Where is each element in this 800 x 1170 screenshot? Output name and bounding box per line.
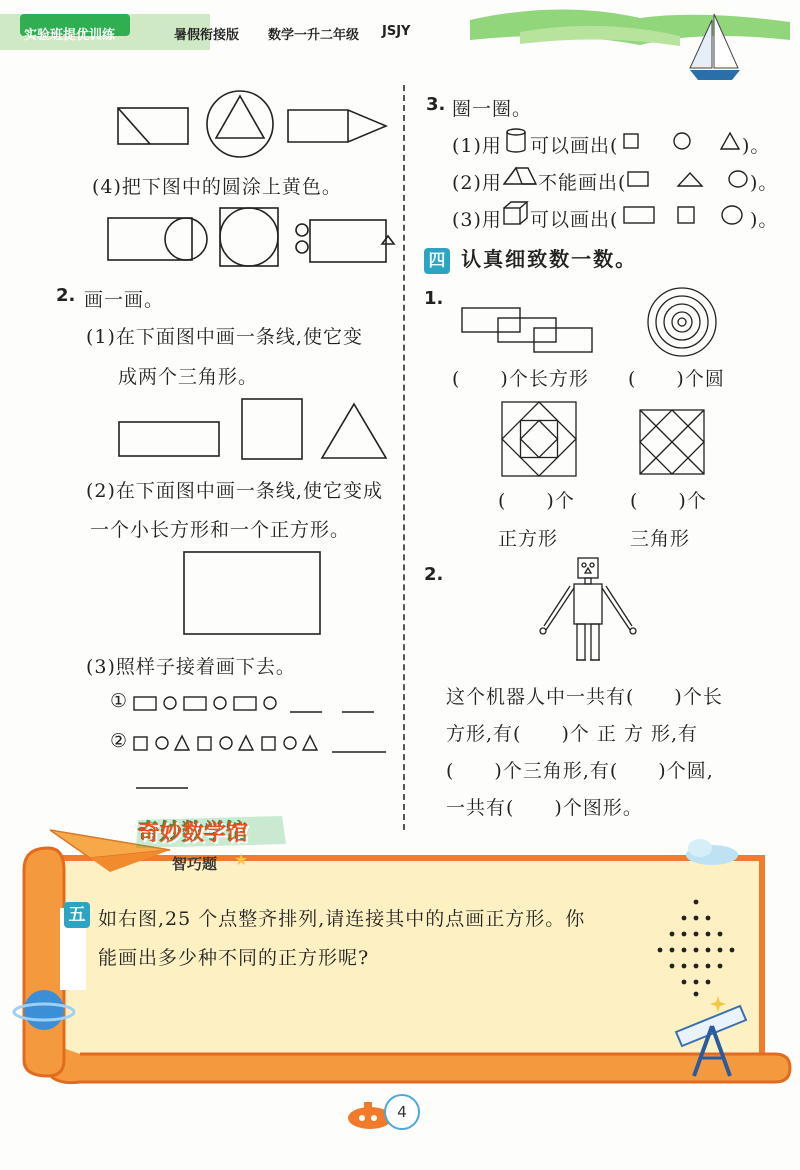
q3-1-mid: 可以画出( [530,135,619,157]
q2-3-text: (3)照样子接着画下去。 [86,656,296,678]
q3-number: 3. [426,94,446,115]
shapes-row-color [104,206,404,270]
q3-2-suffix: )。 [750,172,779,194]
q2-label: 画一画。 [84,289,165,311]
dot-grid-figure [646,896,746,996]
circle-shape [207,91,273,157]
sequence-1 [132,692,382,716]
section4-header [424,243,637,274]
bonus-banner-subtitle: 智巧题 [172,855,218,873]
shapes-row-top [110,90,400,160]
q3-3-options[interactable] [622,204,748,226]
seq1-marker: ① [110,690,129,712]
page-number: 4 [384,1094,420,1130]
rect-shape [118,108,188,144]
bonus-banner-title: 奇妙数学馆 [138,821,249,846]
q2-number: 2. [56,285,76,306]
seq2-marker: ② [110,730,129,752]
q2-1-line2: 成两个三角形。 [118,366,259,388]
bonus-line2: 能画出多少种不同的正方形呢? [98,947,370,969]
q2-1-shapes [116,396,396,466]
robot-body [574,584,602,624]
cylinder-icon [504,128,528,154]
q3-label: 圈一圈。 [452,98,533,120]
q3-2-options[interactable] [626,170,756,190]
count1-triangle-label: ( )个 [630,490,707,512]
q2-2-rectangle [182,550,322,640]
count1-rect-label: ( )个长方形 [452,368,589,390]
cloud-icon [686,839,738,865]
count2-number: 2. [424,564,444,585]
q3-2-prefix: (2)用 [452,172,502,194]
column-divider [403,85,405,830]
header-subject: 数学一升二年级 [268,28,360,43]
q3-3-prefix: (3)用 [452,209,502,231]
q3-3-suffix: )。 [750,209,779,231]
section4-title: 认真细致数一数。 [461,247,638,271]
sequence-2 [132,732,394,792]
q3-1-suffix: )。 [742,135,771,157]
count1-triangle-word: 三角形 [630,528,691,550]
bonus-badge-wrap [64,902,90,928]
header-code: JSJY [382,24,411,39]
robot-line4: 一共有( )个图形。 [446,797,643,819]
section4-badge: 四 [424,248,450,274]
triangles-square-figure [638,408,706,476]
q2-1-line1: (1)在下面图中画一条线,使它变 [86,326,363,348]
overlapping-rectangles-figure [458,302,598,358]
pencil-shape [288,110,386,142]
robot-line1: 这个机器人中一共有( )个长 [446,686,723,708]
triangular-prism-icon [502,164,538,190]
nested-squares-figure [500,400,578,478]
header-series: 实验班提优训练 [24,28,116,43]
count1-number: 1. [424,288,444,309]
robot-figure [536,554,640,670]
star-icon: ★ [234,850,249,869]
q3-1-options[interactable] [622,132,744,152]
robot-line2: 方形,有( )个 正 方 形,有 [446,723,699,745]
header-edition: 暑假衔接版 [174,28,240,43]
bonus-line1: 如右图,25 个点整齐排列,请连接其中的点画正方形。你 [98,908,586,930]
q3-1-prefix: (1)用 [452,135,502,157]
count1-circle-label: ( )个圆 [628,368,725,390]
bonus-badge: 五 [64,902,90,928]
q2-2-line1: (2)在下面图中画一条线,使它变成 [86,480,383,502]
q2-2-line2: 一个小长方形和一个正方形。 [90,519,351,541]
q3-2-mid: 不能画出( [538,172,627,194]
q1-4-text: (4)把下图中的圆涂上黄色。 [92,176,342,198]
concentric-circles-figure [644,284,720,360]
cube-icon [502,200,530,226]
count1-square-label: ( )个 [498,490,575,512]
robot-line3: ( )个三角形,有( )个圆, [446,760,714,782]
q3-3-mid: 可以画出( [530,209,619,231]
count1-square-word: 正方形 [498,528,559,550]
